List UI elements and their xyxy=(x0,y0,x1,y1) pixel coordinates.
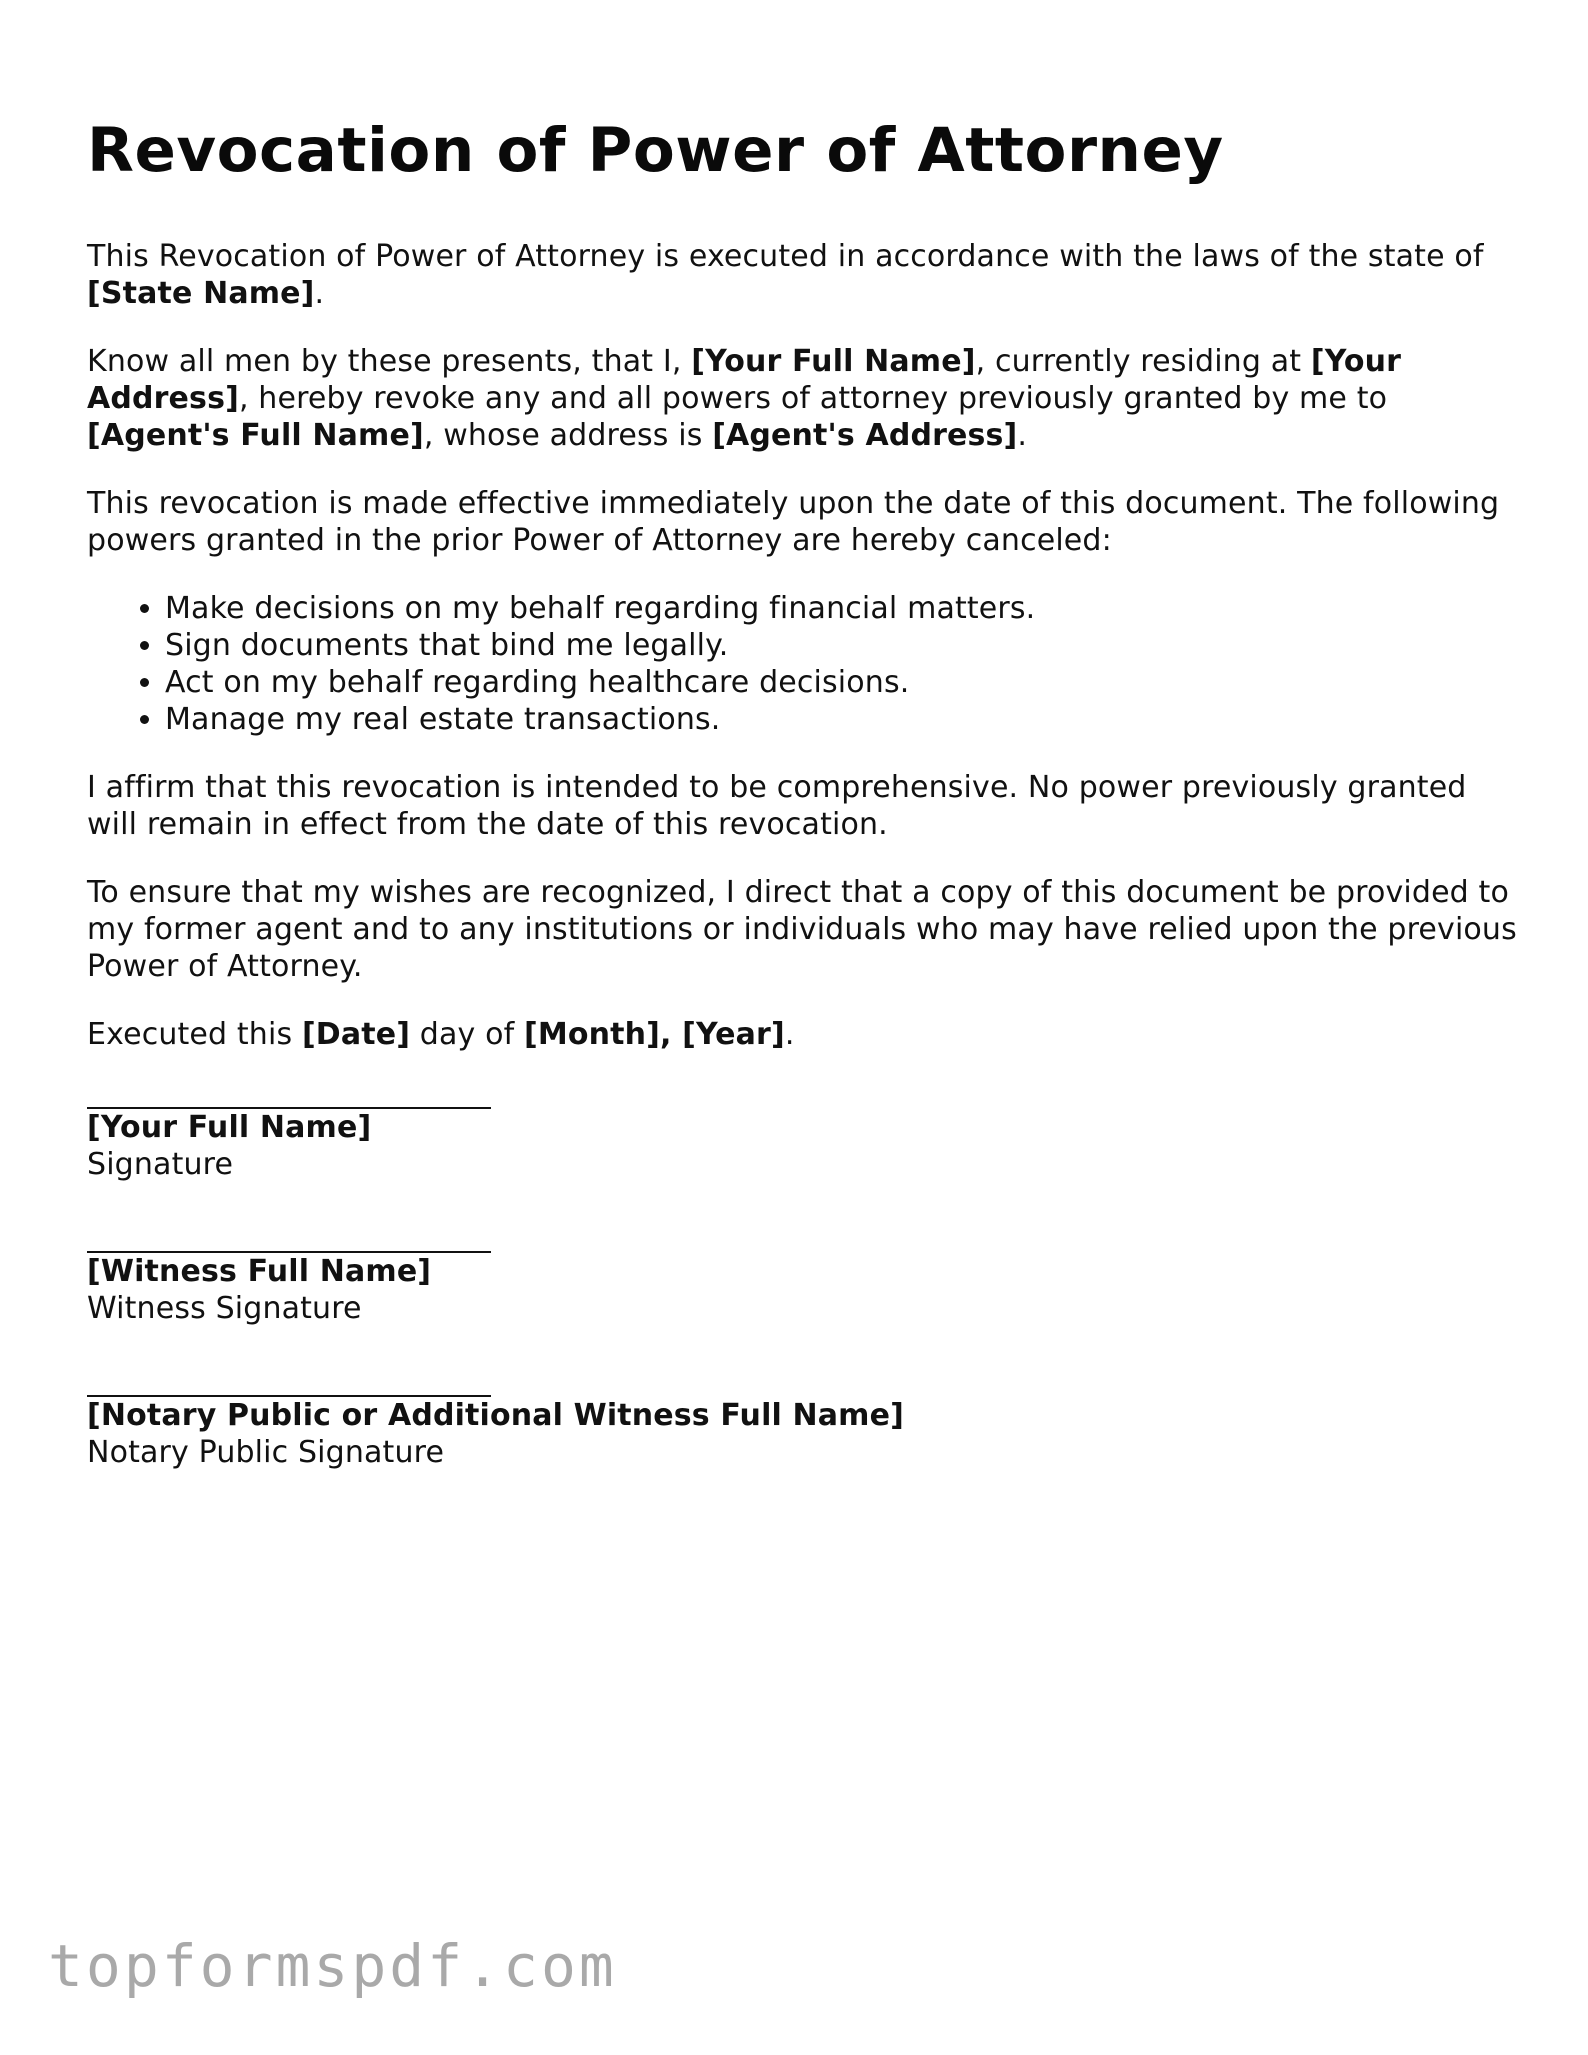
your-name-placeholder: [Your Full Name] xyxy=(691,344,976,379)
intro-text: This Revocation of Power of Attorney is executed in accordance with the laws of the state of xyxy=(87,239,1484,274)
signature-block-notary xyxy=(87,1395,1517,1471)
signer-name: [Notary Public or Additional Witness Full Name] xyxy=(87,1398,904,1433)
executed-text-3: . xyxy=(784,1017,795,1052)
list-item: • Manage my real estate transactions. xyxy=(165,701,1517,738)
executed-line xyxy=(87,1016,1517,1053)
document-page xyxy=(87,108,1517,1471)
intro-end: . xyxy=(314,276,325,311)
list-item: • Act on my behalf regarding healthcare decisions. xyxy=(165,664,1517,701)
site-watermark: topformspdf.com xyxy=(48,1932,617,2000)
revocation-text-4: , whose address is xyxy=(423,418,713,453)
signature-block-witness xyxy=(87,1251,1517,1327)
agent-name-placeholder: [Agent's Full Name] xyxy=(87,418,424,453)
affirm-paragraph: I affirm that this revocation is intended to be comprehensive. No power previously granted will remain in effect from the date of this revocation. xyxy=(87,770,1467,842)
signer-name: [Your Full Name] xyxy=(87,1110,372,1145)
signer-role: Notary Public Signature xyxy=(87,1435,445,1470)
wishes-paragraph: To ensure that my wishes are recognized, I direct that a copy of this document be provided to my former agent and to any institutions or individuals who may have relied upon the previous Power of Attorney. xyxy=(87,875,1517,984)
signature-block-principal xyxy=(87,1107,1517,1183)
executed-text-2: day of xyxy=(410,1017,524,1052)
revocation-text-5: . xyxy=(1017,418,1028,453)
revocation-text-3: , hereby revoke any and all powers of attorney previously granted by me to xyxy=(238,381,1388,416)
effective-paragraph: This revocation is made effective immediately upon the date of this document. The following powers granted in the prior Power of Attorney are hereby canceled: xyxy=(87,486,1500,558)
signer-name: [Witness Full Name] xyxy=(87,1254,432,1289)
signer-role: Witness Signature xyxy=(87,1291,362,1326)
date-placeholder: [Date] xyxy=(301,1017,411,1052)
executed-text-1: Executed this xyxy=(87,1017,302,1052)
agent-address-placeholder: [Agent's Address] xyxy=(712,418,1018,453)
revocation-text-1: Know all men by these presents, that I, xyxy=(87,344,692,379)
signer-role: Signature xyxy=(87,1147,234,1182)
powers-list xyxy=(87,590,1517,738)
document-title: Revocation of Power of Attorney xyxy=(87,115,1224,186)
your-address-placeholder: [Your Address] xyxy=(87,344,1402,416)
state-name-placeholder: [State Name] xyxy=(87,276,315,311)
intro-paragraph xyxy=(87,238,1517,312)
revocation-paragraph xyxy=(87,343,1517,454)
revocation-text-2: , currently residing at xyxy=(975,344,1311,379)
list-item: • Sign documents that bind me legally. xyxy=(165,627,1517,664)
list-item: • Make decisions on my behalf regarding financial matters. xyxy=(165,590,1517,627)
month-year-placeholder: [Month], [Year] xyxy=(524,1017,785,1052)
